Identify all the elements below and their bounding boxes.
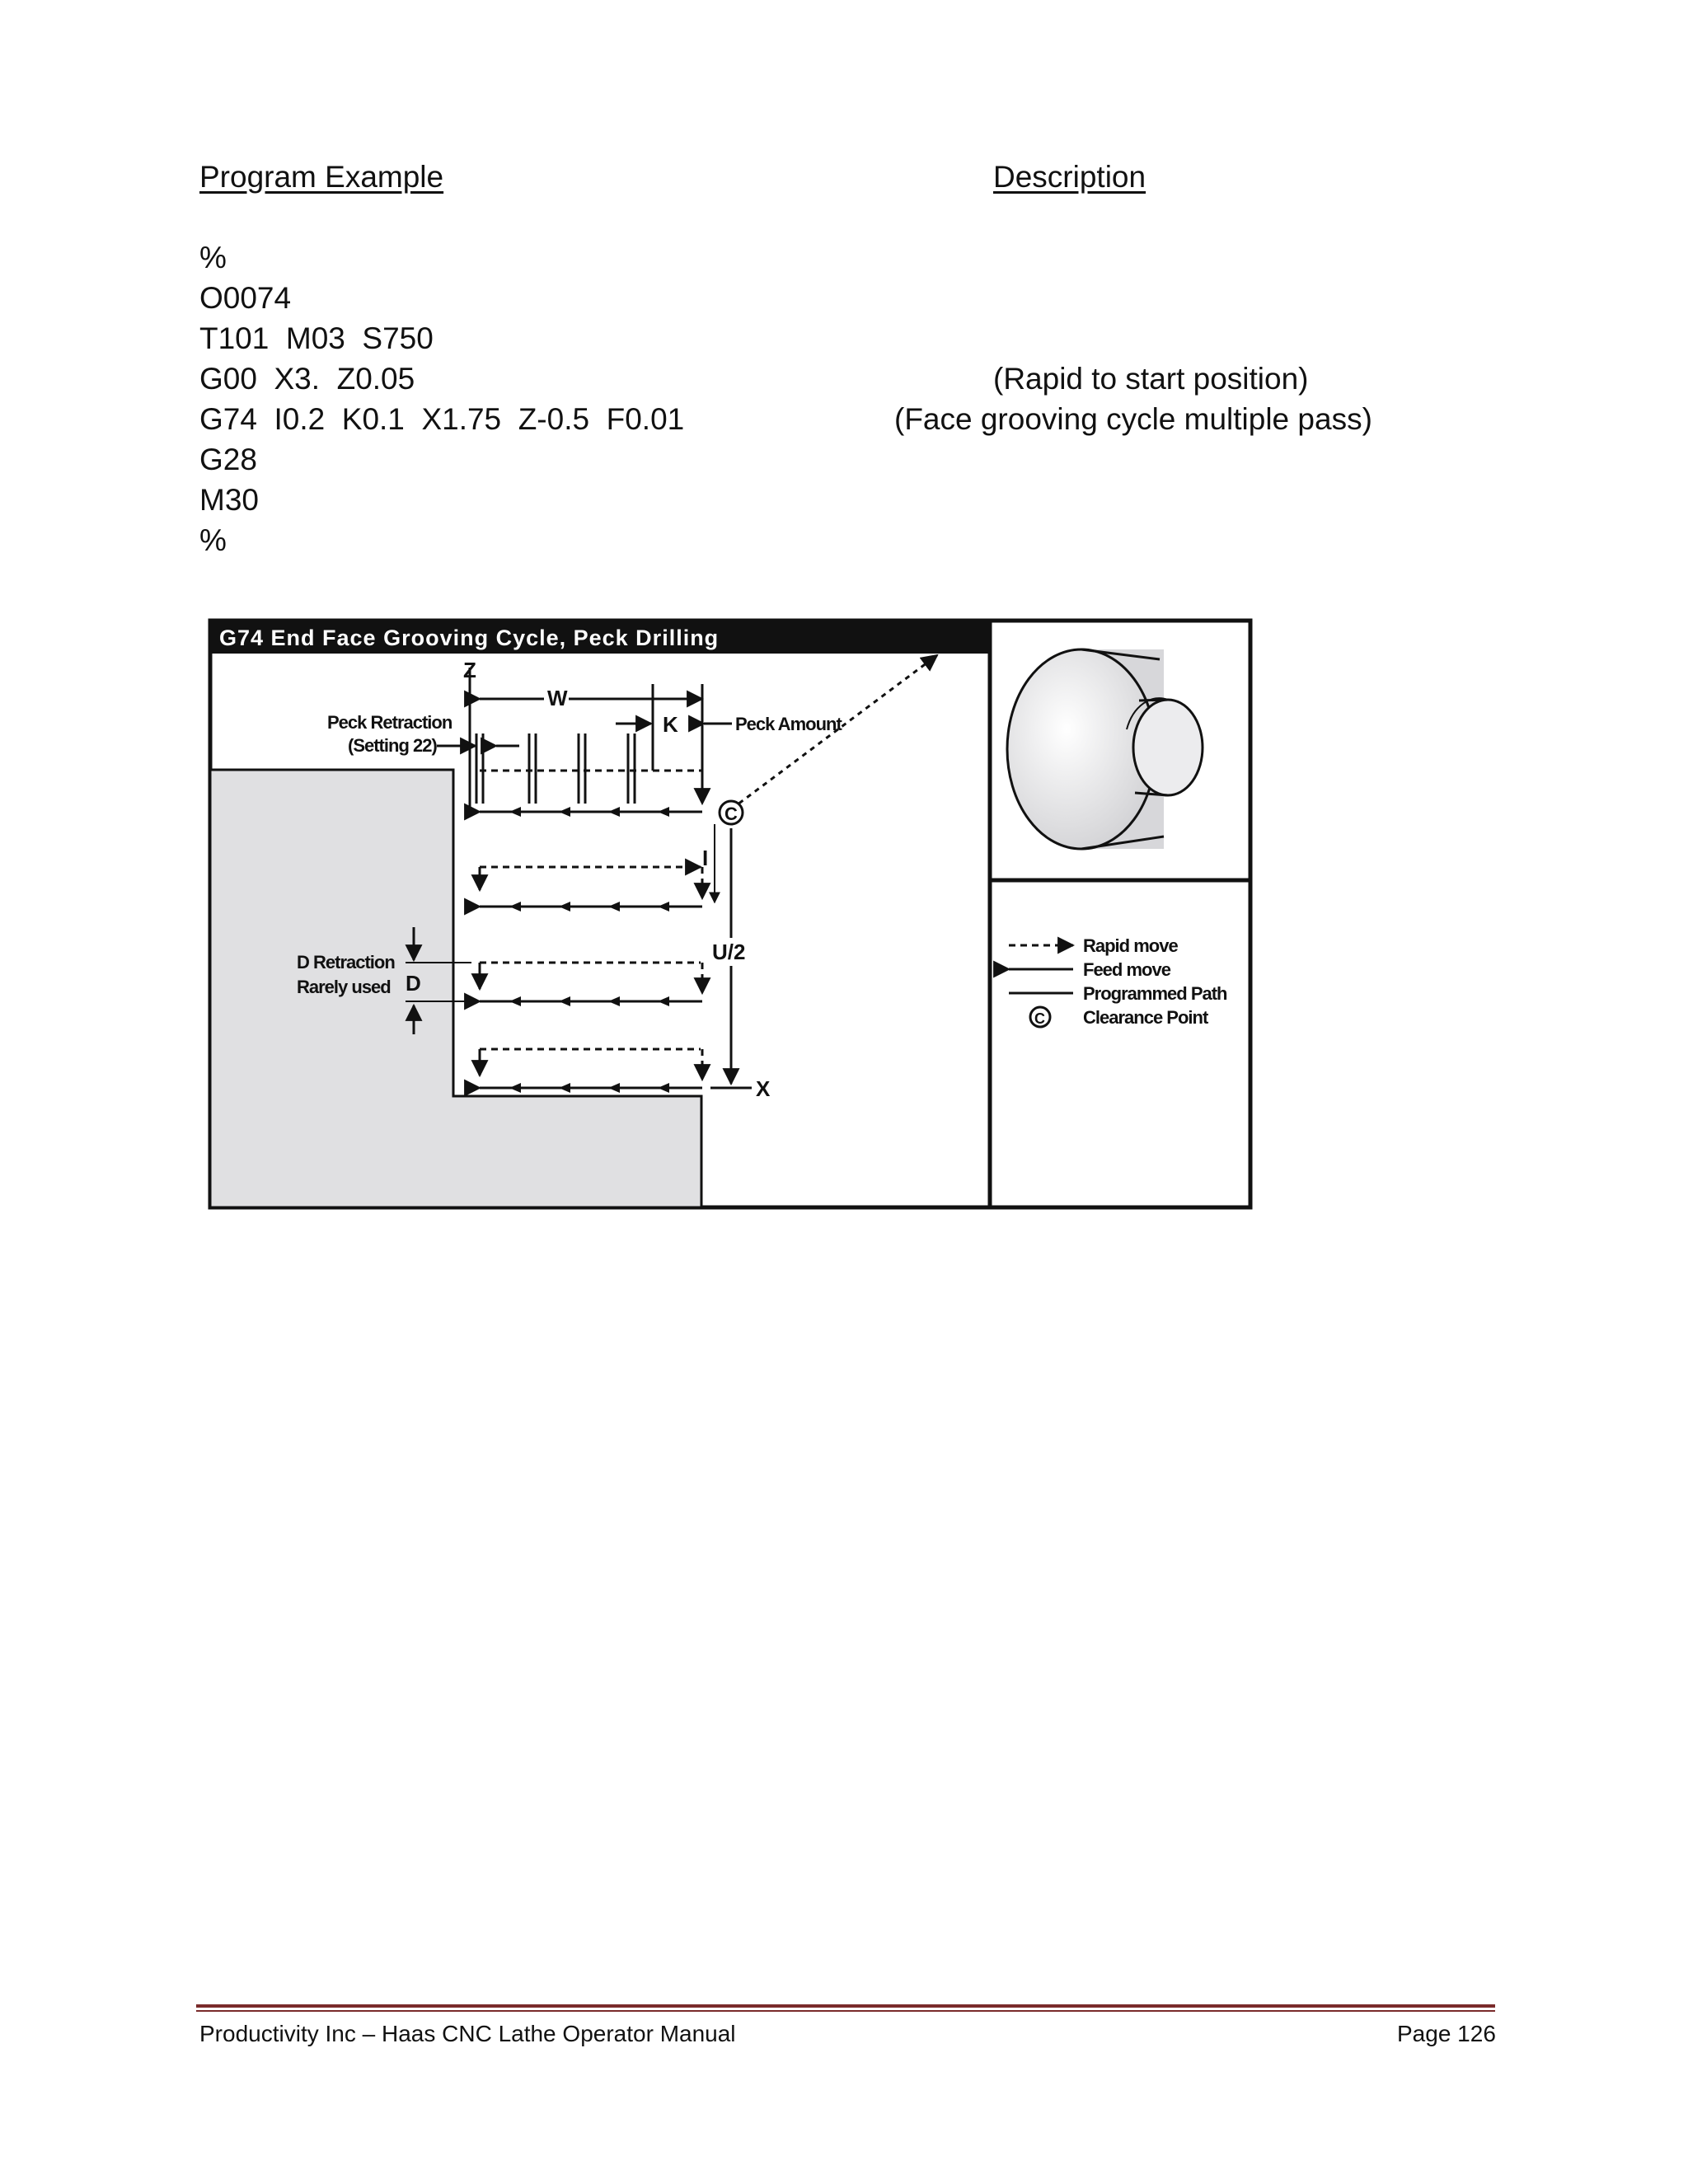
page-number: Page 126 [1397, 2021, 1496, 2046]
g74-diagram [208, 618, 1253, 1210]
z-label: Z [463, 658, 476, 682]
program-example-heading: Program Example [199, 160, 444, 194]
rarely-used-label: Rarely used [297, 977, 391, 997]
footer-title: Productivity Inc – Haas CNC Lathe Operator Manual [199, 2021, 736, 2046]
peck-retraction-label: Peck Retraction [327, 712, 452, 733]
code-line: G74 I0.2 K0.1 X1.75 Z-0.5 F0.01 [199, 402, 685, 436]
footer-rule [196, 2004, 1495, 2008]
legend-rapid: Rapid move [1083, 935, 1178, 956]
footer-rule-thin [196, 2010, 1495, 2012]
code-line: T101 M03 S750 [199, 321, 434, 355]
setting-22-label: (Setting 22) [348, 735, 437, 756]
u2-label: U/2 [712, 940, 746, 964]
description-heading: Description [993, 160, 1146, 194]
clearance-c-label: C [724, 804, 738, 824]
x-label: X [756, 1076, 771, 1101]
d-retraction-label: D Retraction [297, 952, 395, 972]
code-line: M30 [199, 483, 259, 517]
code-line: % [199, 241, 227, 274]
w-label: W [547, 686, 568, 710]
i-label: I [702, 846, 709, 870]
legend-feed: Feed move [1083, 959, 1170, 980]
description-rapid: (Rapid to start position) [993, 362, 1309, 396]
code-line: % [199, 523, 227, 557]
d-label: D [406, 971, 421, 996]
code-line: G28 [199, 443, 257, 476]
legend-clearance-symbol: C [1034, 1010, 1045, 1027]
diagram-title: G74 End Face Grooving Cycle, Peck Drilling [219, 626, 720, 650]
legend-programmed: Programmed Path [1083, 983, 1227, 1004]
peck-amount-label: Peck Amount [735, 714, 842, 734]
code-line: O0074 [199, 281, 292, 315]
description-face-grooving: (Face grooving cycle multiple pass) [894, 402, 1372, 436]
legend-clearance: Clearance Point [1083, 1007, 1208, 1028]
code-line: G00 X3. Z0.05 [199, 362, 415, 396]
k-label: K [663, 712, 678, 737]
